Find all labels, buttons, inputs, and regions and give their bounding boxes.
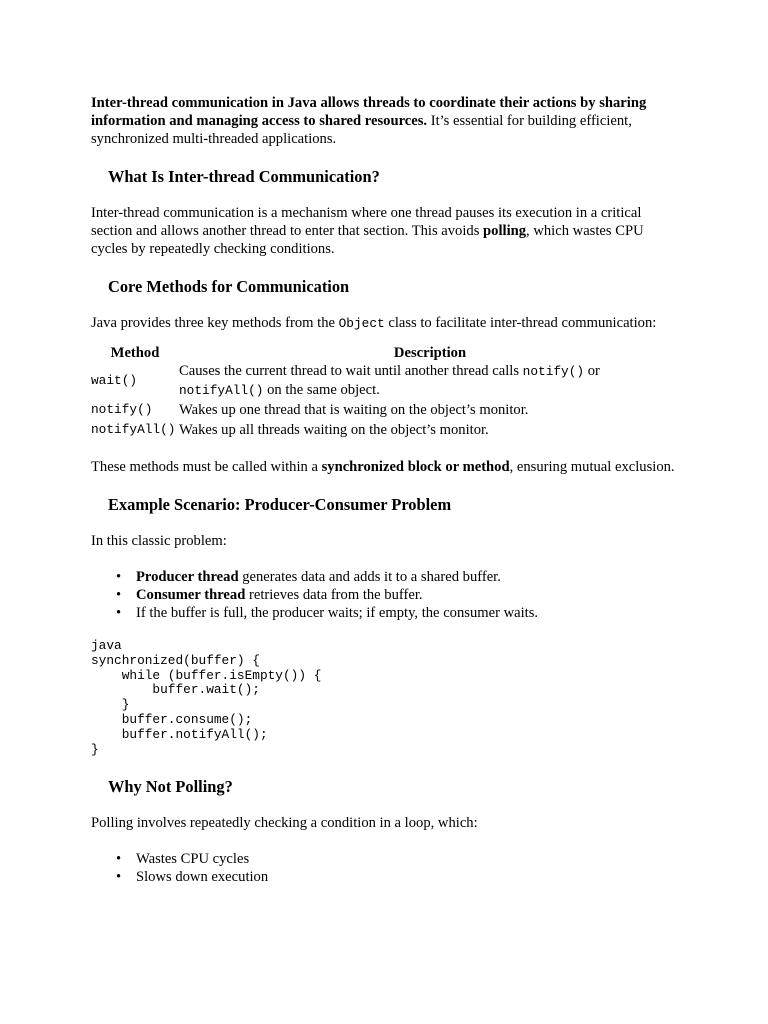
intro-bold: Inter-thread communication in Java allows threads to coordinate their actions by sharing information and managing access to shared resources. xyxy=(91,95,647,129)
method-cell: notifyAll() xyxy=(91,422,176,437)
bullet-text: retrieves data from the buffer. xyxy=(245,587,423,603)
list-item xyxy=(136,604,681,622)
list-item: • Wastes CPU cycles xyxy=(136,850,681,868)
heading-why-not-polling: Why Not Polling? xyxy=(108,777,233,797)
method-cell: notify() xyxy=(91,402,153,417)
code-block: java synchronized(buffer) { while (buffer.isEmpty()) { buffer.wait(); } buffer.consume(); buffer.notifyAll(); } xyxy=(91,638,322,757)
core-text-after: class to facilitate inter-thread communication: xyxy=(384,315,657,331)
what-bold-polling: polling xyxy=(483,223,527,239)
intro-rest: It’s essential for building efficient, synchronized multi-threaded applications. xyxy=(91,113,632,147)
what-paragraph xyxy=(91,204,681,258)
description-cell: Wakes up one thread that is waiting on the object’s monitor. xyxy=(179,402,529,418)
table-row xyxy=(91,400,681,420)
methods-table xyxy=(91,342,681,440)
desc-text: or xyxy=(584,363,600,379)
table-row xyxy=(91,362,681,400)
intro-paragraph xyxy=(91,94,681,148)
document-body xyxy=(91,94,681,886)
list-item: • Slows down execution xyxy=(136,868,681,886)
core-text-before: Java provides three key methods from the xyxy=(91,315,339,331)
desc-code: notify() xyxy=(522,364,585,379)
table-row xyxy=(91,420,681,440)
note-text-after: , ensuring mutual exclusion. xyxy=(509,459,675,475)
description-cell: Wakes up all threads waiting on the object’s monitor. xyxy=(179,422,489,438)
heading-example-scenario: Example Scenario: Producer-Consumer Problem xyxy=(108,495,452,514)
table-header-description: Description xyxy=(393,345,467,361)
why-paragraph: Polling involves repeatedly checking a condition in a loop, which: xyxy=(91,815,478,832)
bullet-bold: Consumer thread xyxy=(136,587,246,603)
core-paragraph xyxy=(91,314,681,333)
heading-core-methods: Core Methods for Communication xyxy=(108,277,350,296)
example-paragraph: In this classic problem: xyxy=(91,533,227,549)
note-bold: synchronized block or method xyxy=(321,459,510,475)
table-header-row xyxy=(91,342,681,362)
desc-text: Causes the current thread to wait until another thread calls xyxy=(179,363,523,379)
heading-what-is: What Is Inter-thread Communication? xyxy=(108,167,380,186)
desc-text: on the same object. xyxy=(263,382,380,398)
why-bullet-list xyxy=(91,850,681,886)
bullet-text: If the buffer is full, the producer waits; if empty, the consumer waits. xyxy=(136,605,539,621)
description-cell xyxy=(179,362,681,400)
table-header-method: Method xyxy=(110,345,160,361)
example-bullet-list xyxy=(91,568,681,622)
list-item xyxy=(136,586,681,604)
bullet-text: generates data and adds it to a shared buffer. xyxy=(238,569,501,585)
desc-code: notifyAll() xyxy=(179,383,264,398)
what-text-before: Inter-thread communication is a mechanism where one thread pauses its execution in a critical section and allows another thread to enter that section. This avoids xyxy=(91,205,642,239)
synchronized-note xyxy=(91,458,681,476)
what-text-after: , which wastes CPU cycles by repeatedly checking conditions. xyxy=(91,223,644,257)
list-item xyxy=(136,568,681,586)
note-text-before: These methods must be called within a xyxy=(91,459,322,475)
core-code-object: Object xyxy=(338,316,385,331)
bullet-bold: Producer thread xyxy=(136,569,239,585)
method-cell: wait() xyxy=(91,373,138,388)
